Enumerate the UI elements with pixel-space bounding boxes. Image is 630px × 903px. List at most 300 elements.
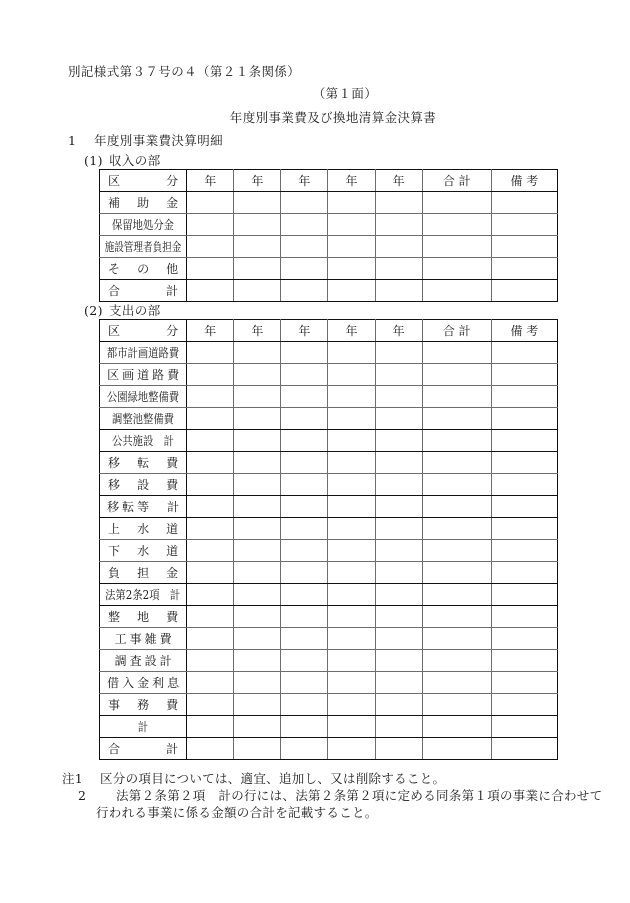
table-row <box>100 280 558 302</box>
value-cell-total[interactable] <box>422 540 491 562</box>
form-number-label: 別記様式第３７号の４（第２１条関係） <box>68 64 301 79</box>
value-cell-note[interactable] <box>491 386 557 408</box>
value-cell-note[interactable] <box>491 518 557 540</box>
value-cell-year[interactable] <box>281 236 328 258</box>
expense-table <box>99 319 558 760</box>
value-cell-content <box>379 474 419 495</box>
value-cell-note[interactable] <box>491 192 557 214</box>
value-cell-year[interactable] <box>375 672 422 694</box>
row-label <box>103 452 183 473</box>
value-cell-content <box>284 430 324 451</box>
value-cell-year[interactable] <box>234 650 281 672</box>
value-cell-total[interactable] <box>422 562 491 584</box>
value-cell-content <box>284 342 324 363</box>
row-label-char: 金 <box>166 195 179 210</box>
value-cell-note[interactable] <box>491 716 557 738</box>
value-cell-note[interactable] <box>491 342 557 364</box>
row-label-cell <box>100 342 187 364</box>
value-cell-year[interactable] <box>328 694 375 716</box>
row-label-cell <box>100 192 187 214</box>
value-cell-content <box>379 694 419 715</box>
value-cell-year[interactable] <box>375 452 422 474</box>
value-cell-year[interactable] <box>234 258 281 280</box>
value-cell-content <box>190 738 230 759</box>
row-label-cell <box>100 672 187 694</box>
row-label-char: 合 <box>108 741 121 756</box>
value-cell-year[interactable] <box>187 518 234 540</box>
value-cell-total[interactable] <box>422 496 491 518</box>
value-cell-year[interactable] <box>281 716 328 738</box>
value-cell-year[interactable] <box>375 214 422 236</box>
value-cell-content <box>331 738 371 759</box>
value-cell-year[interactable] <box>187 584 234 606</box>
table-header-row <box>100 320 558 342</box>
value-cell-content <box>190 672 230 693</box>
row-label <box>103 540 183 561</box>
value-cell-content <box>190 716 230 737</box>
value-cell-content <box>284 408 324 429</box>
row-label-cell <box>100 694 187 716</box>
value-cell-content <box>331 606 371 627</box>
value-cell-content <box>190 258 230 279</box>
value-cell-year[interactable] <box>187 236 234 258</box>
value-cell-year[interactable] <box>281 694 328 716</box>
value-cell-year[interactable] <box>328 540 375 562</box>
value-cell-year[interactable] <box>187 716 234 738</box>
value-cell-year[interactable] <box>375 280 422 302</box>
value-cell-content <box>190 694 230 715</box>
value-cell-content <box>190 280 230 301</box>
row-label-char: 道 <box>166 543 179 558</box>
row-label-cell <box>100 650 187 672</box>
value-cell-year[interactable] <box>328 496 375 518</box>
value-cell-content <box>190 386 230 407</box>
value-cell-content <box>284 738 324 759</box>
value-cell-total[interactable] <box>422 342 491 364</box>
row-label-cell <box>100 628 187 650</box>
value-cell-year[interactable] <box>281 562 328 584</box>
header-year-label: 年 <box>251 173 264 188</box>
expense-table-body <box>100 320 558 760</box>
row-label-cell <box>100 474 187 496</box>
value-cell-year[interactable] <box>234 386 281 408</box>
value-cell-content <box>379 364 419 385</box>
table-row <box>100 364 558 386</box>
value-cell-year[interactable] <box>234 562 281 584</box>
value-cell-content <box>237 430 277 451</box>
header-note-label: 備 考 <box>510 323 539 338</box>
value-cell-total[interactable] <box>422 738 491 760</box>
row-label-text: 都市計画道路費 <box>106 345 180 360</box>
value-cell-year[interactable] <box>234 672 281 694</box>
value-cell-content <box>284 650 324 671</box>
row-label-cell <box>100 236 187 258</box>
note-line-1 <box>62 770 582 787</box>
value-cell-year[interactable] <box>328 606 375 628</box>
value-cell-year[interactable] <box>328 342 375 364</box>
value-cell-note[interactable] <box>491 672 557 694</box>
value-cell-content <box>331 386 371 407</box>
value-cell-content <box>379 672 419 693</box>
value-cell-content <box>190 496 230 517</box>
income-table <box>99 169 558 302</box>
table-row <box>100 236 558 258</box>
note-text-1: 区分の項目については、適宜、追加し、又は削除すること。 <box>100 771 446 786</box>
subsection-label-expense: 支出の部 <box>109 303 161 318</box>
value-cell-year[interactable] <box>281 430 328 452</box>
value-cell-content <box>237 496 277 517</box>
value-cell-content <box>237 474 277 495</box>
value-cell-year[interactable] <box>281 628 328 650</box>
value-cell-content <box>284 716 324 737</box>
value-cell-year[interactable] <box>187 364 234 386</box>
value-cell-year[interactable] <box>375 562 422 584</box>
value-cell-content <box>331 408 371 429</box>
row-label <box>103 214 183 235</box>
value-cell-content <box>284 364 324 385</box>
row-label-char: の <box>137 261 150 276</box>
value-cell-year[interactable] <box>187 540 234 562</box>
value-cell-note[interactable] <box>491 650 557 672</box>
value-cell-content <box>379 236 419 257</box>
value-cell-total[interactable] <box>422 364 491 386</box>
row-label: 工事雑費 <box>114 631 175 646</box>
value-cell-year[interactable] <box>234 474 281 496</box>
value-cell-year[interactable] <box>234 214 281 236</box>
section-heading <box>68 131 223 149</box>
value-cell-content <box>331 430 371 451</box>
value-cell-year[interactable] <box>281 258 328 280</box>
value-cell-content <box>284 518 324 539</box>
value-cell-content <box>331 628 371 649</box>
value-cell-year[interactable] <box>281 474 328 496</box>
value-cell-content <box>190 650 230 671</box>
row-label <box>103 236 183 257</box>
value-cell-year[interactable] <box>328 192 375 214</box>
value-cell-year[interactable] <box>187 562 234 584</box>
value-cell-year[interactable] <box>328 408 375 430</box>
value-cell-note[interactable] <box>491 214 557 236</box>
value-cell-year[interactable] <box>328 430 375 452</box>
value-cell-content <box>331 452 371 473</box>
table-row <box>100 430 558 452</box>
value-cell-total[interactable] <box>422 236 491 258</box>
value-cell-year[interactable] <box>328 474 375 496</box>
value-cell-year[interactable] <box>281 214 328 236</box>
value-cell-year[interactable] <box>328 650 375 672</box>
value-cell-content <box>331 258 371 279</box>
row-label-char: 助 <box>137 195 150 210</box>
row-label-char: 務 <box>137 697 150 712</box>
value-cell-year[interactable] <box>328 258 375 280</box>
row-label-char: 移 <box>108 455 121 470</box>
row-label: 借入金利息 <box>107 675 183 690</box>
value-cell-year[interactable] <box>234 408 281 430</box>
value-cell-year[interactable] <box>281 606 328 628</box>
value-cell-total[interactable] <box>422 650 491 672</box>
value-cell-year[interactable] <box>234 236 281 258</box>
value-cell-year[interactable] <box>187 606 234 628</box>
value-cell-year[interactable] <box>187 650 234 672</box>
value-cell-year[interactable] <box>375 386 422 408</box>
value-cell-content <box>237 280 277 301</box>
value-cell-year[interactable] <box>328 672 375 694</box>
row-label-cell <box>100 452 187 474</box>
value-cell-content <box>331 496 371 517</box>
value-cell-total[interactable] <box>422 258 491 280</box>
value-cell-note[interactable] <box>491 562 557 584</box>
row-label-char: 整 <box>108 609 121 624</box>
row-label-char: 担 <box>137 565 150 580</box>
value-cell-year[interactable] <box>281 192 328 214</box>
row-label-char: 水 <box>137 543 150 558</box>
value-cell-year[interactable] <box>234 584 281 606</box>
value-cell-content <box>190 236 230 257</box>
section-title: 年度別事業費決算明細 <box>94 133 224 148</box>
value-cell-year[interactable] <box>281 364 328 386</box>
value-cell-note[interactable] <box>491 236 557 258</box>
value-cell-year[interactable] <box>375 584 422 606</box>
subsection-heading-expense <box>84 301 161 319</box>
value-cell-content <box>237 452 277 473</box>
value-cell-content <box>379 386 419 407</box>
value-cell-year[interactable] <box>375 236 422 258</box>
value-cell-total[interactable] <box>422 606 491 628</box>
value-cell-total[interactable] <box>422 672 491 694</box>
header-kubun-label <box>103 170 183 191</box>
value-cell-year[interactable] <box>281 452 328 474</box>
value-cell-note[interactable] <box>491 452 557 474</box>
value-cell-year[interactable] <box>375 518 422 540</box>
value-cell-content <box>284 606 324 627</box>
value-cell-year[interactable] <box>328 562 375 584</box>
value-cell-year[interactable] <box>375 408 422 430</box>
row-label <box>103 738 183 759</box>
table-row <box>100 694 558 716</box>
value-cell-total[interactable] <box>422 452 491 474</box>
value-cell-year[interactable] <box>281 650 328 672</box>
value-cell-content <box>379 540 419 561</box>
subsection-heading-income <box>84 151 161 169</box>
row-label-char: 費 <box>166 697 179 712</box>
value-cell-year[interactable] <box>375 606 422 628</box>
value-cell-year[interactable] <box>281 280 328 302</box>
row-label-text: 保留地処分金 <box>112 217 175 232</box>
value-cell-note[interactable] <box>491 474 557 496</box>
value-cell-note[interactable] <box>491 628 557 650</box>
value-cell-year[interactable] <box>234 540 281 562</box>
table-row <box>100 738 558 760</box>
value-cell-total[interactable] <box>422 408 491 430</box>
row-label <box>103 192 183 213</box>
header-cell-year <box>187 320 234 342</box>
value-cell-year[interactable] <box>328 584 375 606</box>
value-cell-year[interactable] <box>234 518 281 540</box>
value-cell-year[interactable] <box>281 496 328 518</box>
value-cell-year[interactable] <box>375 738 422 760</box>
value-cell-note[interactable] <box>491 364 557 386</box>
value-cell-year[interactable] <box>328 452 375 474</box>
value-cell-year[interactable] <box>328 518 375 540</box>
value-cell-content <box>237 364 277 385</box>
value-cell-content <box>237 606 277 627</box>
value-cell-year[interactable] <box>375 258 422 280</box>
value-cell-year[interactable] <box>187 672 234 694</box>
value-cell-year[interactable] <box>375 364 422 386</box>
value-cell-year[interactable] <box>281 672 328 694</box>
value-cell-total[interactable] <box>422 474 491 496</box>
value-cell-note[interactable] <box>491 584 557 606</box>
value-cell-year[interactable] <box>328 236 375 258</box>
value-cell-year[interactable] <box>234 342 281 364</box>
value-cell-year[interactable] <box>234 738 281 760</box>
row-label <box>103 606 183 627</box>
value-cell-year[interactable] <box>187 342 234 364</box>
value-cell-year[interactable] <box>375 496 422 518</box>
value-cell-year[interactable] <box>187 452 234 474</box>
value-cell-year[interactable] <box>187 738 234 760</box>
header-year-label: 年 <box>392 173 405 188</box>
value-cell-content <box>379 650 419 671</box>
header-kubun-label <box>103 320 183 341</box>
value-cell-year[interactable] <box>281 738 328 760</box>
value-cell-total[interactable] <box>422 430 491 452</box>
value-cell-content <box>331 694 371 715</box>
value-cell-year[interactable] <box>375 540 422 562</box>
value-cell-total[interactable] <box>422 192 491 214</box>
value-cell-year[interactable] <box>375 650 422 672</box>
value-cell-total[interactable] <box>422 386 491 408</box>
value-cell-year[interactable] <box>234 452 281 474</box>
value-cell-year[interactable] <box>234 364 281 386</box>
value-cell-year[interactable] <box>375 342 422 364</box>
value-cell-year[interactable] <box>375 192 422 214</box>
value-cell-year[interactable] <box>328 214 375 236</box>
value-cell-year[interactable] <box>281 518 328 540</box>
value-cell-year[interactable] <box>328 386 375 408</box>
value-cell-note[interactable] <box>491 258 557 280</box>
value-cell-total[interactable] <box>422 280 491 302</box>
header-kubun-left: 区 <box>108 323 121 338</box>
value-cell-year[interactable] <box>375 628 422 650</box>
value-cell-year[interactable] <box>187 430 234 452</box>
value-cell-year[interactable] <box>187 386 234 408</box>
value-cell-note[interactable] <box>491 280 557 302</box>
value-cell-year[interactable] <box>187 694 234 716</box>
value-cell-note[interactable] <box>491 496 557 518</box>
value-cell-year[interactable] <box>328 628 375 650</box>
value-cell-year[interactable] <box>375 430 422 452</box>
row-label <box>103 258 183 279</box>
value-cell-year[interactable] <box>187 258 234 280</box>
value-cell-content <box>237 694 277 715</box>
value-cell-year[interactable] <box>234 280 281 302</box>
table-row <box>100 562 558 584</box>
value-cell-note[interactable] <box>491 606 557 628</box>
value-cell-content <box>331 192 371 213</box>
value-cell-note[interactable] <box>491 694 557 716</box>
value-cell-content <box>190 430 230 451</box>
value-cell-year[interactable] <box>187 192 234 214</box>
value-cell-year[interactable] <box>187 474 234 496</box>
row-label-text: 調整池整備費 <box>112 411 175 426</box>
row-label <box>103 474 183 495</box>
value-cell-year[interactable] <box>187 280 234 302</box>
value-cell-year[interactable] <box>281 540 328 562</box>
value-cell-year[interactable] <box>234 192 281 214</box>
value-cell-year[interactable] <box>234 628 281 650</box>
value-cell-year[interactable] <box>281 408 328 430</box>
header-cell-year <box>234 170 281 192</box>
row-label-char: 合 <box>108 283 121 298</box>
value-cell-content <box>237 408 277 429</box>
note-marker-1: 注1 <box>62 771 84 786</box>
value-cell-year[interactable] <box>234 694 281 716</box>
value-cell-note[interactable] <box>491 540 557 562</box>
value-cell-year[interactable] <box>328 280 375 302</box>
table-row <box>100 716 558 738</box>
value-cell-content <box>237 192 277 213</box>
value-cell-content <box>237 650 277 671</box>
value-cell-year[interactable] <box>234 430 281 452</box>
table-row <box>100 214 558 236</box>
value-cell-total[interactable] <box>422 518 491 540</box>
value-cell-year[interactable] <box>375 694 422 716</box>
value-cell-total[interactable] <box>422 628 491 650</box>
value-cell-year[interactable] <box>187 628 234 650</box>
value-cell-year[interactable] <box>375 474 422 496</box>
notes-block <box>62 770 603 821</box>
value-cell-year[interactable] <box>281 584 328 606</box>
value-cell-year[interactable] <box>234 496 281 518</box>
header-cell-kubun <box>100 170 187 192</box>
row-label-cell <box>100 496 187 518</box>
value-cell-year[interactable] <box>187 214 234 236</box>
value-cell-year[interactable] <box>281 342 328 364</box>
value-cell-content <box>379 214 419 235</box>
note-text-2: 法第２条第２項 計の行には、法第２条第２項に定める同条第１項の事業に合わせて <box>116 788 603 803</box>
value-cell-year[interactable] <box>187 496 234 518</box>
value-cell-note[interactable] <box>491 408 557 430</box>
value-cell-total[interactable] <box>422 584 491 606</box>
value-cell-content <box>331 342 371 363</box>
value-cell-year[interactable] <box>375 716 422 738</box>
value-cell-content <box>284 628 324 649</box>
value-cell-content <box>190 584 230 605</box>
value-cell-content <box>331 214 371 235</box>
table-row <box>100 474 558 496</box>
value-cell-content <box>379 342 419 363</box>
value-cell-content <box>284 214 324 235</box>
value-cell-year[interactable] <box>234 716 281 738</box>
section-number: 1 <box>68 133 77 148</box>
value-cell-year[interactable] <box>187 408 234 430</box>
value-cell-total[interactable] <box>422 694 491 716</box>
value-cell-year[interactable] <box>328 738 375 760</box>
value-cell-note[interactable] <box>491 430 557 452</box>
value-cell-total[interactable] <box>422 214 491 236</box>
value-cell-content <box>190 606 230 627</box>
value-cell-note[interactable] <box>491 738 557 760</box>
value-cell-year[interactable] <box>281 386 328 408</box>
income-table-body <box>100 170 558 302</box>
header-cell-total <box>422 170 491 192</box>
value-cell-year[interactable] <box>328 364 375 386</box>
value-cell-year[interactable] <box>328 716 375 738</box>
row-label <box>103 518 183 539</box>
value-cell-year[interactable] <box>234 606 281 628</box>
value-cell-total[interactable] <box>422 716 491 738</box>
